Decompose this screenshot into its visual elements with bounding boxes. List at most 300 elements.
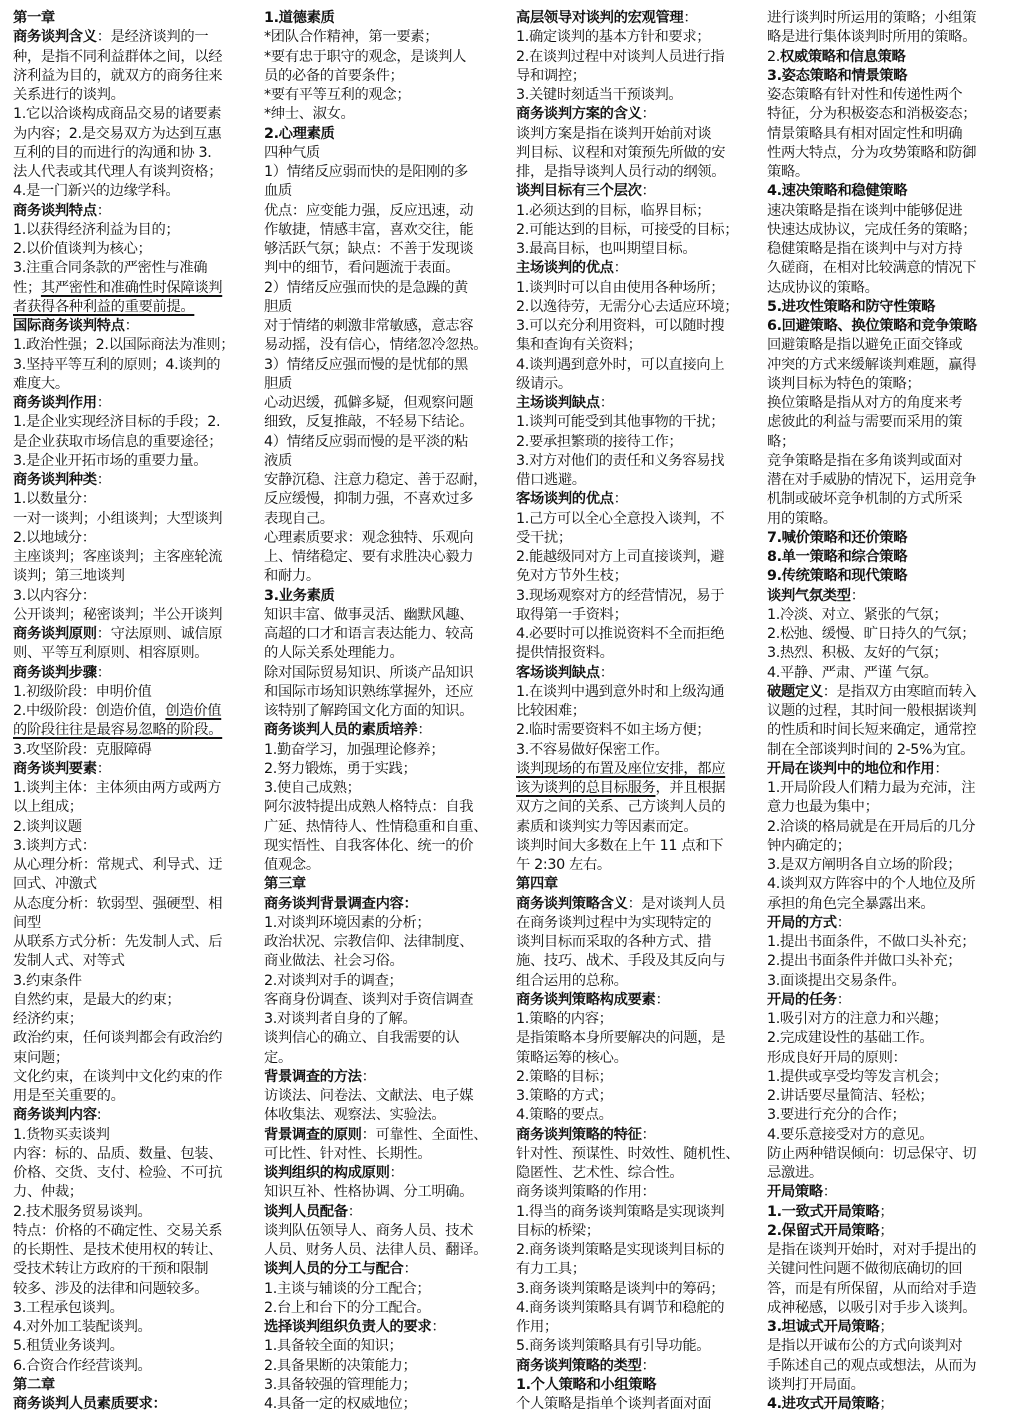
text-line — [767, 1126, 1003, 1145]
body-text: ： — [347, 1203, 362, 1220]
text-line — [767, 48, 1003, 67]
body-text: 姿态策略有针对性和传递性两个 — [767, 87, 963, 103]
text-line — [767, 587, 1003, 606]
body-text: 间型 — [13, 914, 41, 931]
text-line — [264, 683, 500, 702]
text-line — [264, 625, 500, 644]
body-text: 上、情绪稳定、要有求胜决心毅力 — [264, 549, 474, 565]
body-text: 1.以数量分： — [13, 491, 96, 508]
body-text: ； — [879, 1222, 894, 1239]
text-line — [264, 317, 500, 336]
text-line — [13, 86, 249, 105]
text-line — [264, 490, 500, 509]
body-text: 2.策略的目标； — [516, 1068, 613, 1085]
text-line — [516, 317, 752, 336]
text-line — [516, 279, 752, 298]
body-text: 现实悟性、自我客体化、统一的价 — [264, 837, 474, 854]
body-text: 胆质 — [264, 298, 292, 315]
text-line — [13, 952, 249, 971]
text-line — [767, 1087, 1003, 1106]
body-text: 虑彼此的利益与需要而采用的策 — [767, 414, 963, 431]
text-line — [264, 1106, 500, 1125]
body-text: ：是经济谈判的一 — [96, 29, 209, 46]
text-line — [767, 394, 1003, 413]
heading-text: 第一章 — [13, 10, 55, 26]
body-text: 防止两种错误倾向：切忌保守、切 — [767, 1145, 977, 1162]
body-text: 略是进行集体谈判时所用的策略。 — [767, 29, 977, 46]
text-line — [264, 567, 500, 586]
text-line — [264, 644, 500, 663]
text-line — [264, 548, 500, 567]
body-text: 2.技术服务贸易谈判。 — [13, 1203, 152, 1220]
text-line — [516, 587, 752, 606]
body-text: ： — [613, 260, 628, 277]
body-text: ：是对谈判人员 — [627, 895, 726, 912]
text-line — [264, 798, 500, 817]
text-line — [516, 914, 752, 933]
text-line — [767, 9, 1003, 28]
heading-text: 谈判人员的分工与配合 — [264, 1261, 404, 1278]
text-line — [13, 1049, 249, 1068]
text-line — [767, 952, 1003, 971]
text-line — [767, 471, 1003, 490]
text-line — [767, 279, 1003, 298]
body-text: 回式、冲激式 — [13, 876, 97, 893]
body-text: 知识互补、性格协调、分工明确。 — [264, 1184, 474, 1201]
body-text: 手陈述自己的观点或想法，从而为 — [767, 1357, 977, 1374]
body-text: 集和查询有关资料； — [516, 337, 642, 354]
body-text: 心理素质要求：观念独特、乐观向 — [264, 529, 474, 546]
text-line — [13, 279, 249, 298]
heading-text: 7.喊价策略和还价策略 — [767, 529, 908, 546]
text-line — [264, 702, 500, 721]
heading-text: 商务谈判特点 — [13, 202, 97, 219]
text-line — [264, 895, 500, 914]
text-line — [264, 1222, 500, 1241]
body-text: ： — [836, 991, 851, 1008]
body-text: *要有平等互利的观念； — [264, 87, 411, 103]
body-text: 1.己方可以全心全意投入谈判，不 — [516, 510, 725, 527]
text-line — [516, 144, 752, 163]
body-text: 受技术转让方政府的干预和限制 — [13, 1261, 209, 1278]
body-text: 2.谈判议题 — [13, 818, 82, 835]
body-text: 久磋商，在相对比较满意的情况下 — [767, 260, 977, 277]
body-text: 优点：应变能力强，反应迅速，动 — [264, 202, 474, 219]
text-line — [767, 991, 1003, 1010]
body-text: 2.讲话要尽量简洁、轻松； — [767, 1088, 934, 1104]
heading-text: 主场谈判缺点 — [516, 395, 600, 411]
text-line — [516, 972, 752, 991]
text-line — [13, 895, 249, 914]
body-text: 谈判打开局面。 — [767, 1376, 865, 1393]
heading-text: 2.心理素质 — [264, 125, 335, 142]
text-line — [264, 28, 500, 47]
body-text: 从态度分析：软弱型、强硬型、相 — [13, 895, 223, 912]
text-line — [13, 125, 249, 144]
body-text: 答，而是有所保留，从而给对手造 — [767, 1280, 977, 1297]
text-line — [516, 1280, 752, 1299]
text-line — [767, 548, 1003, 567]
body-text: 客商身份调查、谈判对手资信调查 — [264, 991, 474, 1008]
text-line — [516, 221, 752, 240]
text-line — [13, 760, 249, 779]
body-text: 是指以开诚布公的方式向谈判对 — [767, 1338, 963, 1355]
body-text: *绅士、淑女。 — [264, 106, 355, 123]
text-line — [13, 1164, 249, 1183]
body-text: 比较困难； — [516, 703, 586, 719]
text-line — [13, 202, 249, 221]
notes-column-4 — [767, 9, 1003, 1414]
body-text: 议题的过程，其时间一般根据谈判 — [767, 703, 977, 719]
body-text: 承担的角色完全暴露出来。 — [767, 895, 935, 912]
heading-text: 高层领导对谈判的宏观管理 — [516, 10, 684, 26]
text-line — [264, 336, 500, 355]
body-text: 心动迟缓，孤僻多疑，但观察问题 — [264, 395, 474, 411]
body-text: 够活跃气氛；缺点：不善于发现谈 — [264, 241, 474, 257]
body-text: 2.努力锻炼，勇于实践； — [264, 760, 417, 777]
text-line — [767, 375, 1003, 394]
body-text: 3.工程承包谈判。 — [13, 1299, 124, 1316]
text-line — [13, 67, 249, 86]
body-text: 3.攻坚阶段：克服障碍 — [13, 741, 152, 758]
text-line — [767, 683, 1003, 702]
text-line — [13, 356, 249, 375]
body-text: 情景策略具有相对固定性和明确 — [767, 125, 963, 142]
body-text: 束问题； — [13, 1049, 69, 1066]
body-text: 3.关键时刻适当干预谈判。 — [516, 87, 683, 103]
text-line — [13, 818, 249, 837]
heading-text: 商务谈判内容 — [13, 1107, 97, 1124]
text-line — [767, 1029, 1003, 1048]
heading-text: 3.业务素质 — [264, 587, 335, 604]
body-text: 形成良好开局的原则： — [767, 1049, 907, 1066]
text-line — [13, 221, 249, 240]
text-line — [516, 1010, 752, 1029]
body-text: 可比性、针对性、长期性。 — [264, 1145, 432, 1162]
text-line — [13, 741, 249, 760]
text-line — [516, 28, 752, 47]
text-line — [13, 664, 249, 683]
text-line — [767, 240, 1003, 259]
body-text: 素质和谈判实力等因素而定。 — [516, 818, 698, 835]
text-line — [264, 1183, 500, 1202]
heading-text: 商务谈判要素 — [13, 760, 97, 777]
body-text: 4.要乐意接受对方的意见。 — [767, 1126, 934, 1143]
body-text: 从心理分析：常规式、利导式、迂 — [13, 857, 223, 873]
text-line — [767, 1376, 1003, 1395]
body-text: 2.商务谈判策略是实现谈判目标的 — [516, 1242, 725, 1258]
body-text: 换位策略是指从对方的角度来考 — [767, 395, 963, 411]
body-text: ： — [96, 395, 111, 411]
body-text: 1.勤奋学习，加强理论修养； — [264, 741, 445, 758]
body-text: 1.谈判可能受到其他事物的干扰； — [516, 414, 725, 431]
text-line — [13, 837, 249, 856]
body-text: 的人际关系处理能力。 — [264, 645, 404, 662]
body-text: 特征，分为积极姿态和消极姿态； — [767, 106, 977, 123]
text-line — [767, 510, 1003, 529]
body-text: 对于情绪的刺激非常敏感，意志容 — [264, 318, 474, 334]
heading-text: 国际商务谈判特点 — [13, 318, 125, 334]
heading-text: 谈判目标有三个层次 — [516, 183, 642, 200]
text-line — [516, 1337, 752, 1356]
text-line — [767, 529, 1003, 548]
text-line — [516, 779, 752, 798]
text-line — [264, 664, 500, 683]
body-text: 2.松弛、缓慢、旷日持久的气氛； — [767, 626, 976, 642]
body-text: 5.租赁业务谈判。 — [13, 1338, 124, 1355]
text-line — [516, 721, 752, 740]
text-line — [767, 1106, 1003, 1125]
body-text: 1.确定谈判的基本方针和要求； — [516, 29, 711, 46]
text-line — [264, 202, 500, 221]
body-text: 3.对方对他们的责任和义务容易找 — [516, 452, 725, 469]
heading-text: 1.道德素质 — [264, 10, 335, 26]
body-text: 种，是指不同利益群体之间，以经 — [13, 48, 223, 65]
body-text: ； — [879, 1319, 894, 1335]
body-text: 1.政治性强；2.以国际商法为准则； — [13, 337, 235, 354]
body-text: 1.谈判时可以自由使用各种场所； — [516, 279, 725, 296]
text-line — [516, 1222, 752, 1241]
heading-text: 谈判气氛类型 — [767, 587, 851, 604]
text-line — [767, 452, 1003, 471]
text-line — [264, 1337, 500, 1356]
body-text: 发制人式、对等式 — [13, 953, 125, 970]
text-line — [264, 760, 500, 779]
text-line — [767, 972, 1003, 991]
heading-text: 商务谈判方案的含义 — [516, 106, 642, 123]
body-text: 进行谈判时所运用的策略；小组策 — [767, 10, 977, 26]
body-text: 3.面谈提出交易条件。 — [767, 972, 906, 989]
heading-text: 第三章 — [264, 876, 306, 893]
body-text: 体收集法、观察法、实验法。 — [264, 1107, 446, 1124]
text-line — [264, 875, 500, 894]
body-text: 1.初级阶段：申明价值 — [13, 683, 152, 700]
text-line — [767, 933, 1003, 952]
text-line — [516, 1260, 752, 1279]
text-line — [13, 375, 249, 394]
text-line — [13, 972, 249, 991]
body-text: 液质 — [264, 452, 292, 469]
body-text: 谈判信心的确立、自我需要的认 — [264, 1030, 460, 1047]
text-line — [13, 1029, 249, 1048]
body-text: 组合运用的总称。 — [516, 972, 628, 989]
body-text: 忌激进。 — [767, 1165, 823, 1181]
body-text: 经济约束； — [13, 1011, 83, 1027]
body-text: ：可靠性、全面性、 — [361, 1126, 488, 1143]
body-text: 和国际市场知识熟练掌握外，还应 — [264, 683, 474, 700]
body-text: 关键问性问题不做彻底确切的回 — [767, 1261, 963, 1278]
body-text: 1.在谈判中遇到意外时和上级沟通 — [516, 683, 725, 700]
text-line — [516, 125, 752, 144]
text-line — [516, 1029, 752, 1048]
text-line — [264, 991, 500, 1010]
text-line — [264, 1395, 500, 1414]
heading-text: 商务谈判策略的类型 — [516, 1357, 642, 1374]
body-text: ： — [431, 1319, 446, 1335]
text-line — [264, 933, 500, 952]
body-text: 4.具备一定的权威地位； — [264, 1396, 417, 1412]
text-line — [264, 818, 500, 837]
body-text: 作用； — [516, 1319, 558, 1335]
text-line — [13, 28, 249, 47]
text-line — [13, 1183, 249, 1202]
text-line — [264, 9, 500, 28]
text-line — [767, 356, 1003, 375]
body-text: ； — [879, 1396, 894, 1412]
text-line — [13, 48, 249, 67]
body-text: ： — [96, 760, 111, 777]
text-line — [767, 1183, 1003, 1202]
body-text: 用是至关重要的。 — [13, 1088, 125, 1104]
body-text: 性两大特点，分为攻势策略和防御 — [767, 144, 977, 161]
body-text: 1.货物买卖谈判 — [13, 1126, 110, 1143]
body-text: 取得第一手资料； — [516, 606, 628, 623]
text-line — [767, 221, 1003, 240]
body-text: ： — [641, 1126, 656, 1143]
body-text: 5.商务谈判策略具有引导功能。 — [516, 1338, 711, 1355]
body-text: 3.热烈、积极、友好的气氛； — [767, 645, 948, 662]
body-text: 判目标、议程和对策预先所做的安 — [516, 144, 726, 161]
body-text: 难度大。 — [13, 375, 69, 392]
text-line — [516, 895, 752, 914]
heading-text: 商务谈判策略构成要素 — [516, 991, 656, 1008]
text-line — [264, 721, 500, 740]
text-line — [767, 1068, 1003, 1087]
body-text: 值观念。 — [264, 857, 320, 873]
body-text: 1.吸引对方的注意力和兴趣； — [767, 1011, 948, 1027]
body-text: 性； — [13, 279, 41, 296]
text-line — [13, 914, 249, 933]
text-line — [516, 1318, 752, 1337]
body-text: 安静沉稳、注意力稳定、善于忍耐， — [264, 472, 488, 488]
text-line — [516, 548, 752, 567]
text-line — [13, 644, 249, 663]
body-text: ： — [96, 664, 111, 681]
body-text: 为内容；2.是交易双方为达到互惠 — [13, 125, 222, 142]
text-line — [516, 182, 752, 201]
body-text: 商务谈判策略的作用： — [516, 1184, 656, 1201]
body-text: 和耐力。 — [264, 568, 320, 585]
text-line — [13, 9, 249, 28]
text-line — [13, 1106, 249, 1125]
body-text: 策略。 — [767, 164, 809, 180]
body-text: 速决策略是指在谈判中能够促进 — [767, 202, 963, 219]
body-text: 细致，反复推敲，不轻易下结论。 — [264, 414, 474, 431]
text-line — [13, 683, 249, 702]
text-line — [264, 1010, 500, 1029]
body-text: 竞争策略是指在多角谈判或面对 — [767, 452, 963, 469]
text-line — [13, 1241, 249, 1260]
body-text: 略； — [767, 433, 795, 450]
body-text: ： — [641, 183, 656, 200]
body-text: 4.必要时可以推说资料不全而拒绝 — [516, 626, 725, 642]
text-line — [516, 433, 752, 452]
text-line — [767, 182, 1003, 201]
body-text: 1.具备较全面的知识； — [264, 1338, 403, 1355]
text-line — [13, 991, 249, 1010]
body-text: 3.是双方阐明各自立场的阶段； — [767, 857, 962, 873]
body-text: 4.平静、严肃、严谨 气氛。 — [767, 664, 938, 681]
body-text: 2.中级阶段：创造价值， — [13, 703, 166, 719]
body-text: 易动摇，没有信心，情绪忽冷忽热。 — [264, 337, 488, 354]
body-text: 1.必须达到的目标，临界目标； — [516, 202, 711, 219]
underlined-text: 该为谈判的总目标服务 — [516, 780, 656, 796]
body-text: 1.冷淡、对立、紧张的气氛； — [767, 606, 948, 623]
body-text: 达成协议的策略。 — [767, 279, 879, 296]
body-text: 1.对谈判环境因素的分析； — [264, 914, 431, 931]
text-line — [516, 933, 752, 952]
text-line — [13, 1357, 249, 1376]
body-text: 成神秘感，以吸引对手步入谈判。 — [767, 1299, 977, 1316]
underlined-text: 创造价值 — [165, 703, 222, 719]
text-line — [767, 664, 1003, 683]
text-line — [767, 567, 1003, 586]
text-line — [264, 394, 500, 413]
body-text: 2.提出书面条件并做口头补充； — [767, 953, 962, 970]
text-line — [767, 1241, 1003, 1260]
text-line — [516, 163, 752, 182]
body-text: 3.注重合同条款的严密性与准确 — [13, 260, 208, 277]
body-text: 访谈法、问卷法、文献法、电子媒 — [264, 1088, 474, 1104]
body-text: 4.商务谈判策略具有调节和稳舵的 — [516, 1299, 725, 1316]
body-text: 制在全部谈判时间的 2-5%为宜。 — [767, 741, 975, 758]
body-text: 快速达成协议，完成任务的策略； — [767, 221, 977, 238]
text-line — [13, 587, 249, 606]
text-line — [264, 48, 500, 67]
text-line — [767, 1280, 1003, 1299]
text-line — [767, 818, 1003, 837]
body-text: 4）情绪反应弱而慢的是平淡的粘 — [264, 433, 469, 450]
body-text: ： — [934, 760, 949, 777]
text-line — [264, 259, 500, 278]
underlined-text: 者获得各种利益的重要前提。 — [13, 298, 195, 315]
text-line — [264, 433, 500, 452]
heading-text: 商务谈判背景调查内容： — [264, 895, 418, 912]
body-text: 的长期性、是技术使用权的转让、 — [13, 1242, 223, 1258]
text-line — [767, 798, 1003, 817]
text-line — [767, 1260, 1003, 1279]
text-line — [13, 471, 249, 490]
text-line — [767, 625, 1003, 644]
body-text: 以上组成； — [13, 799, 83, 816]
text-line — [13, 875, 249, 894]
body-text: 关系进行的谈判。 — [13, 87, 125, 103]
body-text: ： — [822, 1184, 837, 1201]
heading-text: 客场谈判缺点 — [516, 664, 600, 681]
body-text: 主座谈判；客座谈判；主客座轮流 — [13, 549, 223, 565]
text-line — [516, 760, 752, 779]
body-text: 谈判方案是指在谈判开始前对谈 — [516, 125, 712, 142]
body-text: 1.谈判主体：主体须由两方或两方 — [13, 780, 222, 796]
text-line — [516, 452, 752, 471]
heading-text: 3.姿态策略和情景策略 — [767, 67, 908, 84]
text-line — [13, 259, 249, 278]
text-line — [516, 202, 752, 221]
text-line — [13, 1203, 249, 1222]
body-text: 较多、涉及的法律和问题较多。 — [13, 1280, 209, 1297]
text-line — [516, 625, 752, 644]
text-line — [13, 298, 249, 317]
body-text: 免对方节外生枝； — [516, 568, 628, 585]
body-text: ： — [96, 472, 111, 488]
text-line — [516, 413, 752, 432]
body-text: 目标的桥梁； — [516, 1222, 600, 1239]
body-text: ，并且根据 — [655, 780, 726, 796]
body-text: 3.具备较强的管理能力； — [264, 1376, 417, 1393]
body-text: 2.对谈判对手的调查； — [264, 972, 403, 989]
body-text: 双方之间的关系、己方谈判人员的 — [516, 799, 726, 816]
text-line — [264, 972, 500, 991]
